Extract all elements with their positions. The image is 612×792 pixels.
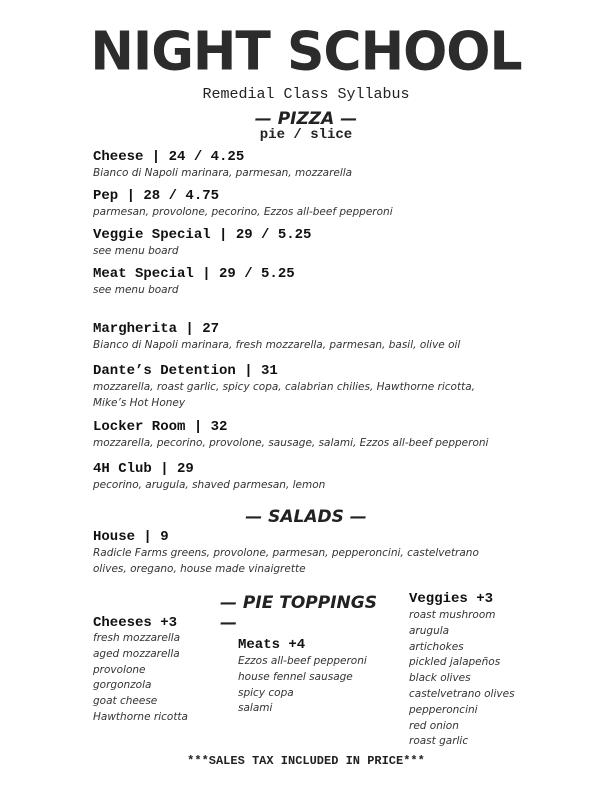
meats-list (238, 654, 367, 717)
pizza-item-desc: Bianco di Napoli marinara, fresh mozzarella, parmesan, basil, olive oil (93, 339, 461, 351)
topping-item: gorgonzola (93, 679, 152, 692)
pizza-item-name: Pep | 28 / 4.75 (93, 188, 220, 204)
salad-item-desc: Radicle Farms greens, provolone, parmesan, pepperoncini, castelvetrano olives, oregano, house made vinaigrette (93, 547, 479, 575)
salads-heading: — SALADS — (245, 507, 367, 527)
pizza-item-name: Dante’s Detention | 31 (93, 363, 278, 379)
pizza-item-name: Locker Room | 32 (93, 419, 228, 435)
topping-item: fresh mozzarella (93, 632, 181, 644)
topping-item: roast mushroom (409, 609, 496, 621)
topping-item: house fennel sausage (238, 670, 353, 683)
topping-item: pepperoncini (409, 703, 478, 716)
topping-item: red onion (409, 719, 459, 732)
topping-item: roast garlic (409, 735, 469, 748)
pizza-item-name: Meat Special | 29 / 5.25 (93, 266, 295, 282)
topping-item: salami (238, 702, 273, 715)
cheeses-heading: Cheeses +3 (93, 615, 178, 631)
pizza-item-desc: parmesan, provolone, pecorino, Ezzos all-beef pepperoni (93, 206, 393, 218)
topping-item: provolone (93, 663, 146, 676)
pizza-item-name: Margherita | 27 (93, 321, 220, 337)
pizza-item-desc: mozzarella, pecorino, provolone, sausage, salami, Ezzos all-beef pepperoni (93, 437, 489, 449)
cheeses-list (93, 631, 188, 726)
topping-item: black olives (409, 672, 471, 685)
pizza-item-desc: see menu board (93, 245, 179, 257)
pizza-item-desc: Bianco di Napoli marinara, parmesan, mozzarella (93, 167, 353, 179)
veggies-list (409, 608, 515, 750)
topping-item: castelvetrano olives (409, 687, 515, 700)
pizza-item-desc: pecorino, arugula, shaved parmesan, lemon (93, 479, 326, 491)
meats-heading: Meats +4 (238, 637, 306, 653)
pizza-item-name: 4H Club | 29 (93, 461, 194, 477)
pizza-item-name: Veggie Special | 29 / 5.25 (93, 227, 312, 243)
topping-item: spicy copa (238, 686, 294, 699)
topping-item: arugula (409, 624, 450, 637)
pizza-item-name: Cheese | 24 / 4.25 (93, 149, 245, 165)
pizza-item-desc: mozzarella, roast garlic, spicy copa, calabrian chilies, Hawthorne ricotta, Mike’s Hot Honey (93, 381, 475, 409)
sales-tax-note: ***SALES TAX INCLUDED IN PRICE*** (187, 754, 425, 768)
pizza-subheading: pie / slice (259, 127, 353, 143)
veggies-heading: Veggies +3 (409, 591, 494, 607)
salad-item-name: House | 9 (93, 529, 169, 545)
pizza-item-desc: see menu board (93, 284, 179, 296)
pizza-heading: — PIZZA — (254, 109, 358, 129)
menu-subtitle: Remedial Class Syllabus (202, 86, 410, 103)
toppings-heading: — PIE TOPPINGS — (220, 593, 377, 633)
topping-item: artichokes (409, 640, 464, 653)
menu-title: NIGHT SCHOOL (90, 21, 522, 83)
topping-item: aged mozzarella (93, 647, 180, 660)
topping-item: goat cheese (93, 695, 158, 708)
topping-item: Hawthorne ricotta (93, 710, 188, 723)
topping-item: pickled jalapeños (409, 656, 501, 669)
topping-item: Ezzos all-beef pepperoni (238, 655, 367, 667)
